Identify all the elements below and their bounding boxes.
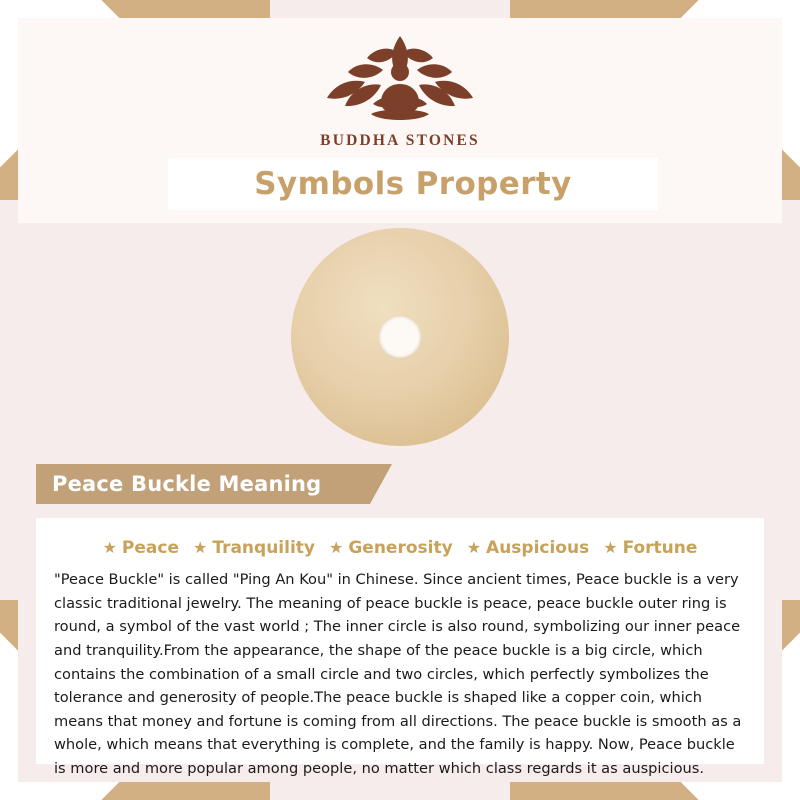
star-icon: ★ <box>603 538 618 557</box>
keyword-item <box>603 538 697 558</box>
brand-block <box>18 28 782 150</box>
lotus-meditation-figure-icon <box>315 28 485 130</box>
page-title: Symbols Property <box>254 166 572 202</box>
star-icon: ★ <box>466 538 482 557</box>
keyword-item <box>193 538 315 558</box>
keyword-label: Tranquility <box>212 538 315 558</box>
star-icon: ★ <box>193 538 208 557</box>
keyword-item <box>467 538 590 558</box>
peace-buckle-inner-hole <box>379 316 421 358</box>
keyword-label: Peace <box>121 538 179 558</box>
meaning-paragraph: "Peace Buckle" is called "Ping An Kou" in Chinese. Since ancient times, Peace buckle is a very classic traditional jewelry. The meaning of peace buckle is peace, peace buckle outer ring is round, a symbol of the vast world ; The inner circle is also round, symbolizing our inner peace and tranquility.From the appearance, the shape of the peace buckle is a big circle, which contains the combination of a small circle and two circles, which perfectly symbolizes the tolerance and generosity of people.The peace buckle is shaped like a copper coin, which means that money and fortune is coming from all directions. The peace buckle is smooth as a whole, which means that everything is complete, and the family is happy. Now, Peace buckle is more and more popular among people, no matter which class regards it as auspicious. <box>54 571 742 778</box>
section-ribbon <box>36 464 370 504</box>
brand-name: BUDDHA STONES <box>320 132 480 149</box>
body-panel <box>36 518 764 778</box>
star-icon: ★ <box>329 538 344 557</box>
section-ribbon-label: Peace Buckle Meaning <box>52 472 322 496</box>
illustration-zone <box>18 223 782 453</box>
peace-buckle-disc-icon <box>291 228 509 446</box>
title-band <box>168 158 658 210</box>
keyword-list <box>54 538 746 558</box>
header-zone <box>18 18 782 223</box>
poster-inner-card <box>18 18 782 782</box>
keyword-item <box>329 538 453 558</box>
keyword-item <box>103 538 179 558</box>
keyword-label: Fortune <box>622 538 698 558</box>
star-icon: ★ <box>102 538 117 557</box>
keyword-label: Generosity <box>348 538 453 558</box>
ribbon-tail-shape <box>370 464 392 504</box>
keyword-label: Auspicious <box>486 538 590 558</box>
